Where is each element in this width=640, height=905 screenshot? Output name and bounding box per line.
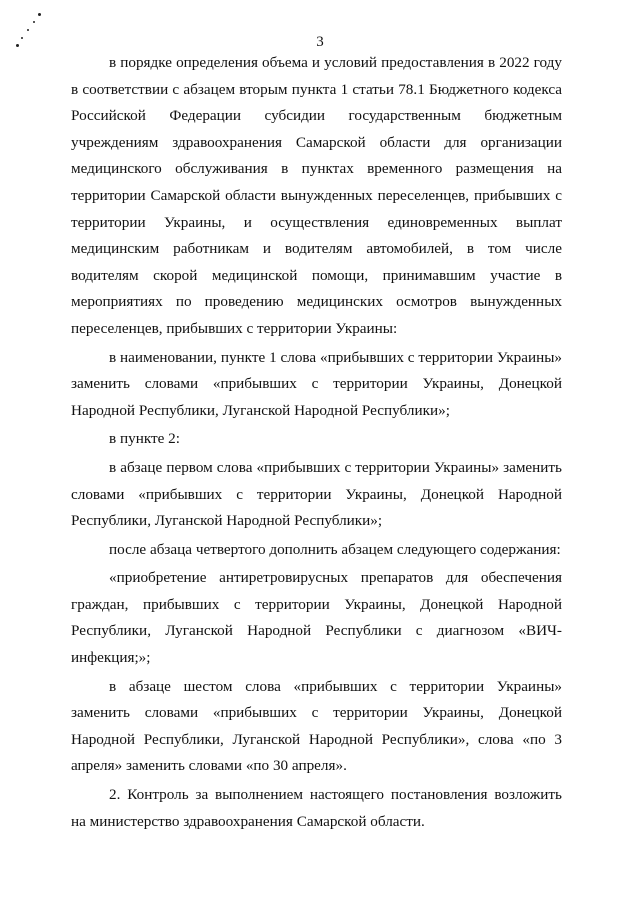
- paragraph-sixth-abzac: в абзаце шестом слова «прибывших с территории Украины» заменить словами «прибывших с территории Украины, Донецкой Народной Республики, Луганской Народной Республики», слова «по 3 апреля» заменить словами «по 30 апреля».: [71, 677, 562, 775]
- paragraph-first-abzac: в абзаце первом слова «прибывших с территории Украины» заменить словами «прибывших с территории Украины, Донецкой Народной Республики, Луганской Народной Республики»;: [71, 458, 562, 530]
- paragraph-control: 2. Контроль за выполнением настоящего постановления возложить на министерство здравоохранения Самарской области.: [71, 786, 562, 830]
- paragraph-intro: в порядке определения объема и условий предоставления в 2022 году в соответствии с абзацем вторым пункта 1 статьи 78.1 Бюджетного кодекса Российской Федерации субсидии государственным бюджетным учреждениям здравоохранения Самарской области для организации медицинского обслуживания в пунктах временного размещения на территории Самарской области вынужденных переселенцев, прибывших с территории Украины, и осуществления единовременных выплат медицинским работникам и водителям автомобилей, в том числе водителям скорой медицинской помощи, принимавшим участие в мероприятиях по проведению медицинских осмотров вынужденных переселенцев, прибывших с территории Украины:: [71, 54, 562, 337]
- paragraph-after-fourth: после абзаца четвертого дополнить абзацем следующего содержания:: [109, 540, 561, 558]
- document-body: [71, 50, 562, 835]
- scan-speck: [27, 29, 29, 31]
- paragraph-arv: «приобретение антиретровирусных препаратов для обеспечения граждан, прибывших с территории Украины, Донецкой Народной Республики, Луганской Народной Республики с диагнозом «ВИЧ-инфекция;»;: [71, 569, 562, 667]
- paragraph-naming: в наименовании, пункте 1 слова «прибывших с территории Украины» заменить словами «прибывших с территории Украины, Донецкой Народной Республики, Луганской Народной Республики»;: [71, 348, 562, 419]
- page-number: 3: [316, 34, 324, 50]
- scan-speck: [38, 13, 41, 16]
- paragraph-point2: в пункте 2:: [109, 430, 180, 448]
- scan-speck: [33, 21, 35, 23]
